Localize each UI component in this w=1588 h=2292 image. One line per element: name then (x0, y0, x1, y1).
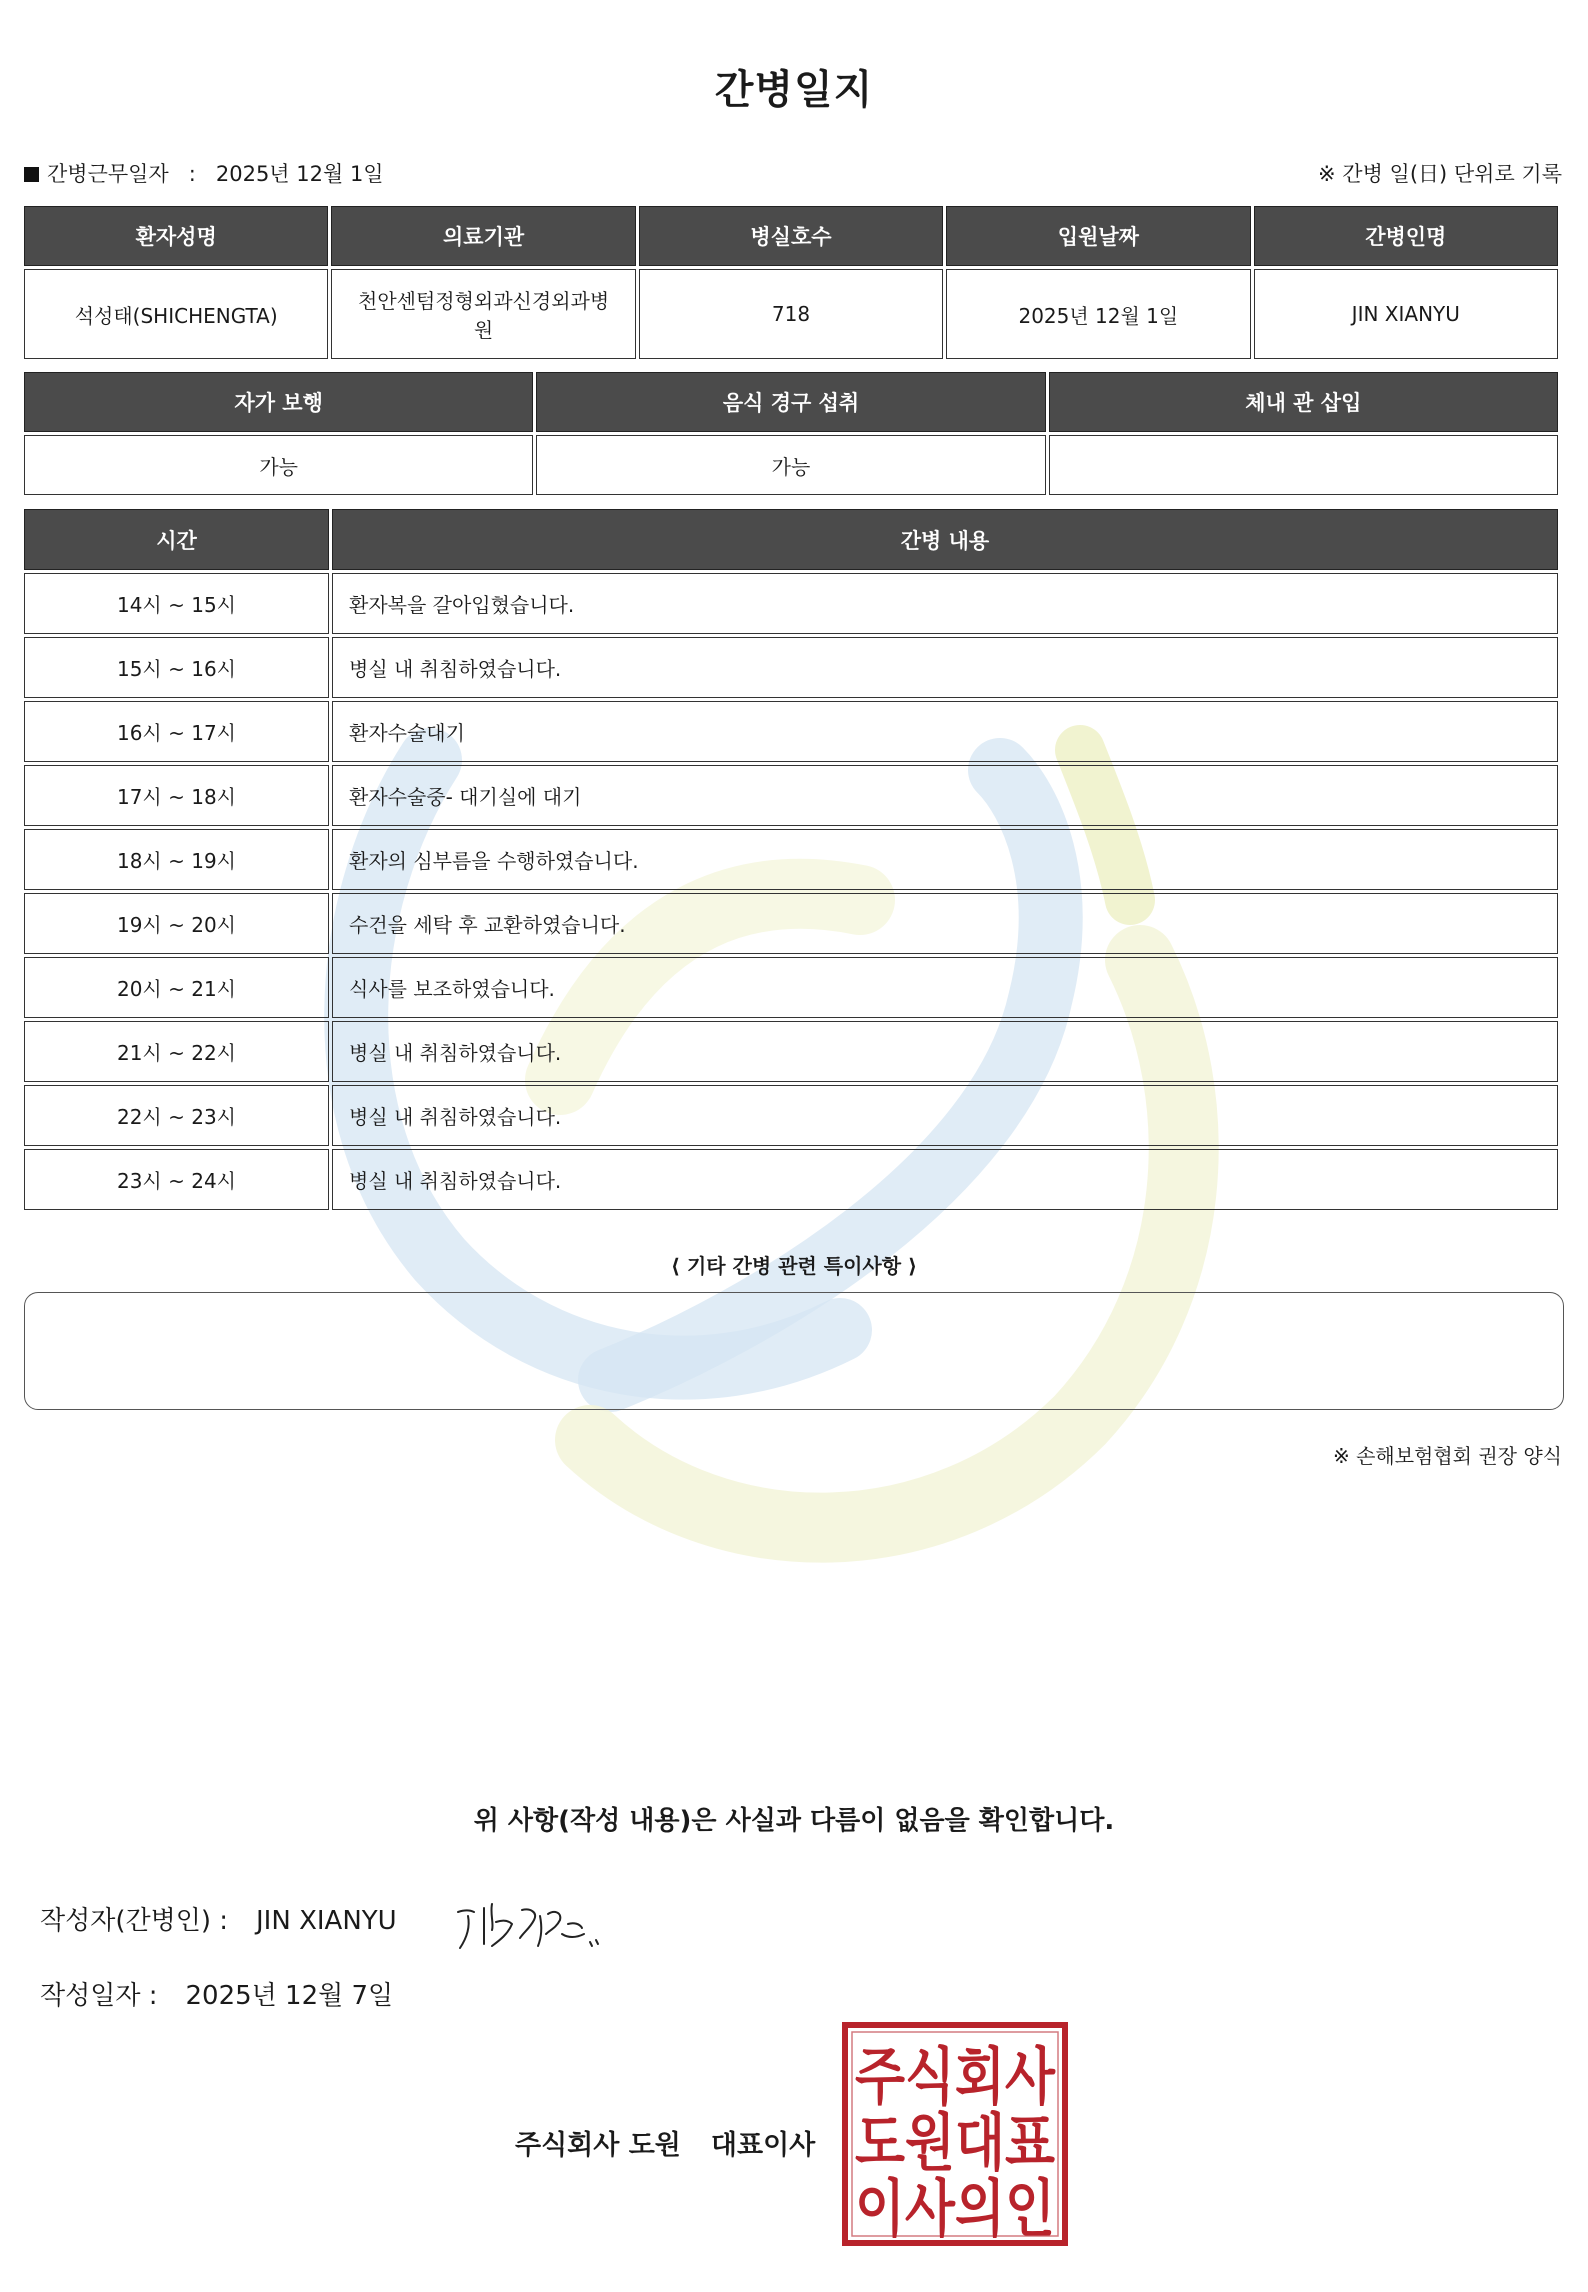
header-patient-name: 환자성명 (24, 206, 328, 266)
content-cell: 환자의 심부름을 수행하였습니다. (332, 829, 1558, 890)
company-line (515, 2123, 815, 2162)
company-name: 주식회사 도원 (515, 2130, 681, 2161)
time-cell: 16시 ~ 17시 (24, 701, 329, 762)
written-date-line (40, 1975, 393, 2012)
care-log-table (21, 506, 1561, 1213)
svg-text:도원대표: 도원대표 (855, 2106, 1056, 2179)
time-cell: 19시 ~ 20시 (24, 893, 329, 954)
header-room-number: 병실호수 (639, 206, 943, 266)
svg-text:이사의인: 이사의인 (855, 2172, 1055, 2245)
patient-name: 석성태(SHICHENGTA) (24, 269, 328, 359)
document-title: 간병일지 (714, 67, 874, 113)
header-time: 시간 (24, 509, 329, 570)
time-cell: 20시 ~ 21시 (24, 957, 329, 1018)
room-number: 718 (639, 269, 943, 359)
admission-date: 2025년 12월 1일 (946, 269, 1250, 359)
self-walking-value: 가능 (24, 435, 533, 495)
header-caregiver-name: 간병인명 (1254, 206, 1558, 266)
work-date-label: 간병근무일자 (47, 162, 169, 186)
ceo-title: 대표이사 (710, 2130, 816, 2161)
content-cell: 식사를 보조하였습니다. (332, 957, 1558, 1018)
time-cell: 17시 ~ 18시 (24, 765, 329, 826)
header-care-content: 간병 내용 (332, 509, 1558, 570)
table-row (24, 1021, 1558, 1082)
table-row (24, 1149, 1558, 1210)
work-date (24, 158, 384, 188)
table-row (24, 829, 1558, 890)
square-bullet-icon (24, 167, 39, 182)
svg-text:주식회사: 주식회사 (855, 2040, 1056, 2113)
institution: 천안센텀정형외과신경외과병원 (331, 269, 635, 359)
time-cell: 21시 ~ 22시 (24, 1021, 329, 1082)
notes-heading: ⟨ 기타 간병 관련 특이사항 ⟩ (670, 1254, 918, 1278)
time-cell: 15시 ~ 16시 (24, 637, 329, 698)
table-row (24, 893, 1558, 954)
written-date-value: 2025년 12월 7일 (185, 1981, 394, 2011)
content-cell: 환자수술대기 (332, 701, 1558, 762)
unit-note: ※ 간병 일(日) 단위로 기록 (1318, 162, 1562, 186)
time-cell: 23시 ~ 24시 (24, 1149, 329, 1210)
confirmation-statement: 위 사항(작성 내용)은 사실과 다름이 없음을 확인합니다. (473, 1806, 1115, 1836)
header-admission-date: 입원날짜 (946, 206, 1250, 266)
table-row (24, 701, 1558, 762)
patient-table (21, 203, 1561, 362)
time-cell: 18시 ~ 19시 (24, 829, 329, 890)
work-date-separator: : (188, 162, 196, 186)
oral-intake-value: 가능 (536, 435, 1045, 495)
table-row (24, 1085, 1558, 1146)
handwritten-signature (450, 1890, 630, 1960)
writer-line (40, 1900, 397, 1937)
company-seal (842, 2022, 1068, 2246)
content-cell: 병실 내 취침하였습니다. (332, 1021, 1558, 1082)
content-cell: 수건을 세탁 후 교환하였습니다. (332, 893, 1558, 954)
time-cell: 22시 ~ 23시 (24, 1085, 329, 1146)
content-cell: 환자수술중- 대기실에 대기 (332, 765, 1558, 826)
table-row (24, 957, 1558, 1018)
notes-box (24, 1292, 1564, 1410)
content-cell: 환자복을 갈아입혔습니다. (332, 573, 1558, 634)
content-cell: 병실 내 취침하였습니다. (332, 1149, 1558, 1210)
table-row (24, 637, 1558, 698)
table-row (24, 573, 1558, 634)
header-self-walking: 자가 보행 (24, 372, 533, 432)
header-institution: 의료기관 (331, 206, 635, 266)
writer-value: JIN XIANYU (256, 1906, 397, 1936)
header-oral-intake: 음식 경구 섭취 (536, 372, 1045, 432)
header-tube-insertion: 체내 관 삽입 (1049, 372, 1558, 432)
tube-insertion-value (1049, 435, 1558, 495)
time-cell: 14시 ~ 15시 (24, 573, 329, 634)
status-table (21, 369, 1561, 498)
work-date-value: 2025년 12월 1일 (215, 162, 384, 186)
table-row (24, 765, 1558, 826)
writer-label: 작성자(간병인) : (40, 1906, 229, 1936)
recommendation-note: ※ 손해보험협회 권장 양식 (1332, 1444, 1562, 1468)
caregiver-name: JIN XIANYU (1254, 269, 1558, 359)
written-date-label: 작성일자 : (40, 1981, 158, 2011)
content-cell: 병실 내 취침하였습니다. (332, 637, 1558, 698)
content-cell: 병실 내 취침하였습니다. (332, 1085, 1558, 1146)
